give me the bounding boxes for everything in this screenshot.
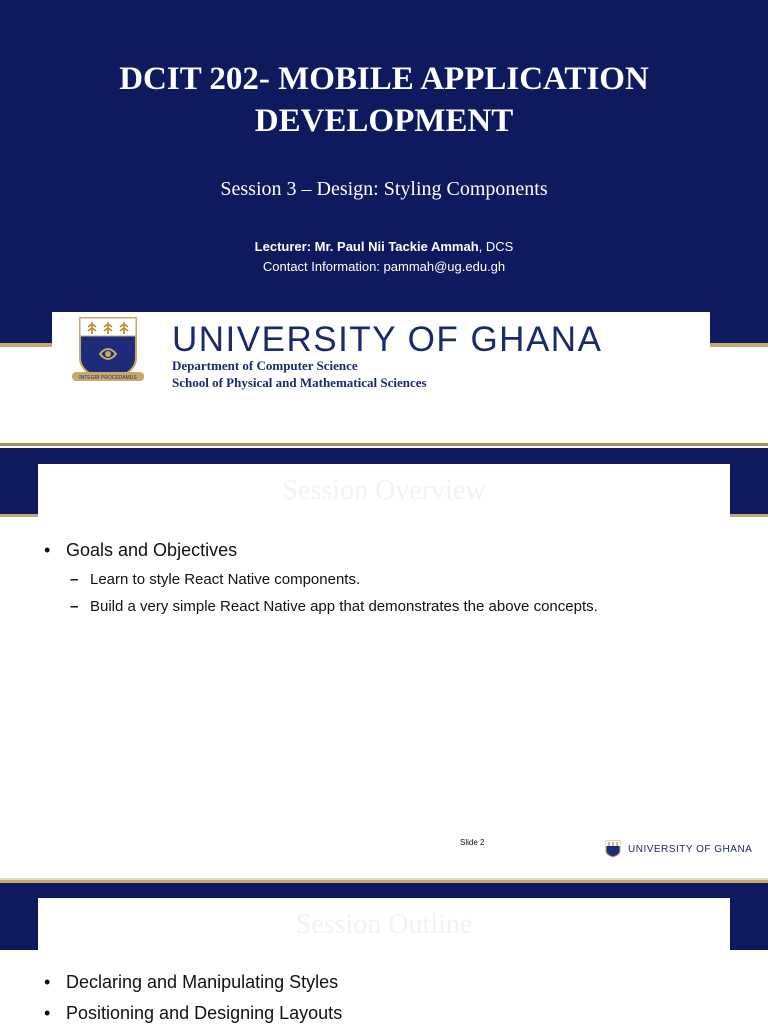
- sub-bullet-text: Learn to style React Native components.: [90, 571, 361, 588]
- course-title-line2: DEVELOPMENT: [254, 103, 514, 139]
- lecturer-name: Lecturer: Mr. Paul Nii Tackie Ammah: [254, 239, 479, 254]
- slide-title: Session Outline: [295, 909, 473, 940]
- school-name: School of Physical and Mathematical Sciences: [172, 375, 427, 390]
- bullet-text: Declaring and Manipulating Styles: [66, 972, 339, 992]
- sub-bullet-item: [70, 571, 360, 588]
- lecturer-line: [40, 237, 728, 256]
- bullet-icon: •: [44, 540, 51, 560]
- gold-accent-right: [710, 343, 768, 347]
- title-box: [38, 898, 730, 952]
- overview-slide: [0, 448, 768, 880]
- session-subtitle: Session 3 – Design: Styling Components: [220, 178, 548, 200]
- lecturer-dept: , DCS: [478, 239, 514, 254]
- department-name: Department of Computer Science: [172, 358, 358, 373]
- title-box: [38, 464, 730, 518]
- footer-logo: [604, 840, 752, 858]
- bullet-text: Goals and Objectives: [66, 540, 238, 560]
- contact-info: Contact Information: pammah@ug.edu.gh: [262, 259, 506, 274]
- gold-accent-left: [0, 343, 52, 347]
- sub-bullet-text: Build a very simple React Native app that demonstrates the above concepts.: [90, 598, 598, 615]
- course-title: [40, 58, 728, 142]
- dash-icon: –: [70, 571, 79, 588]
- university-name: UNIVERSITY OF GHANA: [172, 320, 603, 359]
- crest-motto: INTEGRI PROCEDAMUS: [79, 375, 137, 381]
- bullet-item: [44, 1003, 342, 1024]
- sub-bullet-item: [70, 598, 598, 615]
- bullet-item: [44, 972, 338, 993]
- footer-university-name: UNIVERSITY OF GHANA: [628, 843, 753, 855]
- mini-crest-icon: [604, 840, 622, 858]
- dash-icon: –: [70, 598, 79, 615]
- gold-accent-line: [0, 880, 768, 883]
- bullet-item: [44, 540, 237, 561]
- slide-title: Session Overview: [282, 475, 486, 506]
- title-slide: [0, 0, 768, 445]
- bullet-icon: •: [44, 1003, 51, 1023]
- bullet-icon: •: [44, 972, 51, 992]
- outline-slide: [0, 880, 768, 1024]
- university-crest-icon: [70, 314, 146, 384]
- header-band: [0, 0, 768, 347]
- course-title-line1: DCIT 202- MOBILE APPLICATION: [119, 61, 649, 97]
- slide-divider: [0, 443, 768, 446]
- slide-number: Slide 2: [460, 838, 485, 847]
- bullet-text: Positioning and Designing Layouts: [66, 1003, 343, 1023]
